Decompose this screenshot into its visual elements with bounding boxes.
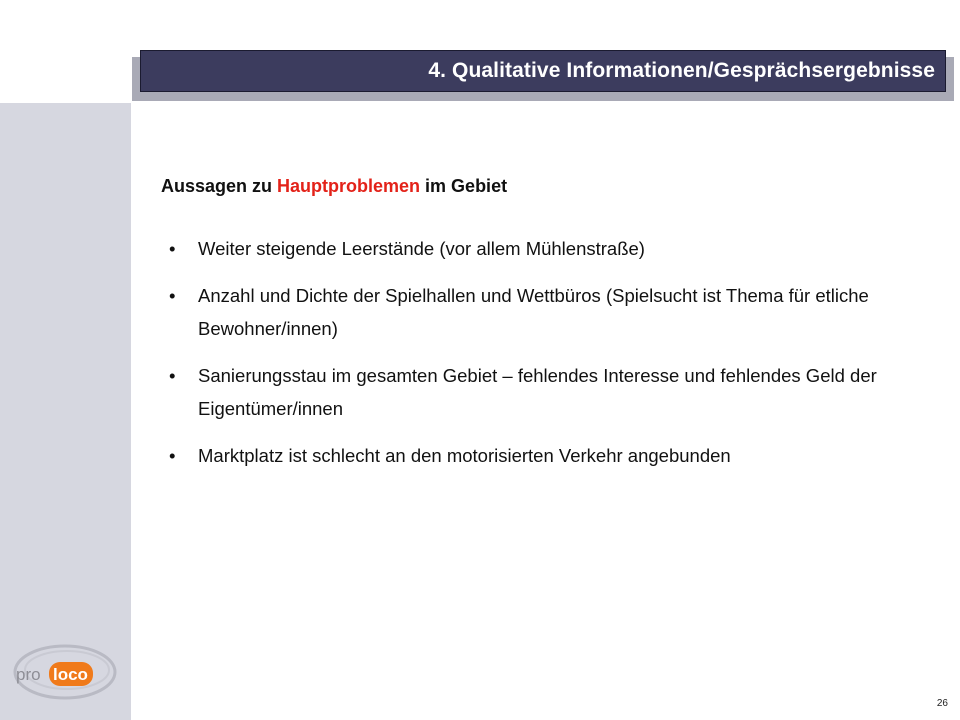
- heading-prefix: Aussagen zu: [161, 176, 278, 196]
- bullet-icon: •: [169, 238, 176, 259]
- bullet-icon: •: [169, 445, 176, 466]
- logo-text-loco: loco: [53, 665, 88, 684]
- proloco-logo: [10, 628, 120, 708]
- bullet-icon: •: [169, 285, 176, 306]
- bullet-item: [161, 359, 921, 425]
- bullet-item: [161, 439, 921, 472]
- bullet-list: [161, 232, 921, 486]
- bullet-text: Anzahl und Dichte der Spielhallen und Wettbüros (Spielsucht ist Thema für etliche Bewohner/innen): [198, 285, 869, 339]
- heading-suffix: im Gebiet: [420, 176, 508, 196]
- bullet-text: Marktplatz ist schlecht an den motorisierten Verkehr angebunden: [198, 445, 731, 466]
- bullet-item: [161, 279, 921, 345]
- heading-highlight: Hauptproblemen: [277, 176, 421, 196]
- slide-title: 4. Qualitative Informationen/Gesprächsergebnisse: [428, 59, 935, 82]
- page-number: 26: [936, 698, 948, 709]
- logo-text-pro: pro: [16, 665, 41, 684]
- bullet-icon: •: [169, 365, 176, 386]
- bullet-text: Sanierungsstau im gesamten Gebiet – fehlendes Interesse und fehlendes Geld der Eigentümer/innen: [198, 365, 877, 419]
- bullet-text: Weiter steigende Leerstände (vor allem Mühlenstraße): [198, 238, 645, 259]
- bullet-item: [161, 232, 921, 265]
- title-bar: [140, 50, 946, 92]
- section-heading: [161, 176, 507, 197]
